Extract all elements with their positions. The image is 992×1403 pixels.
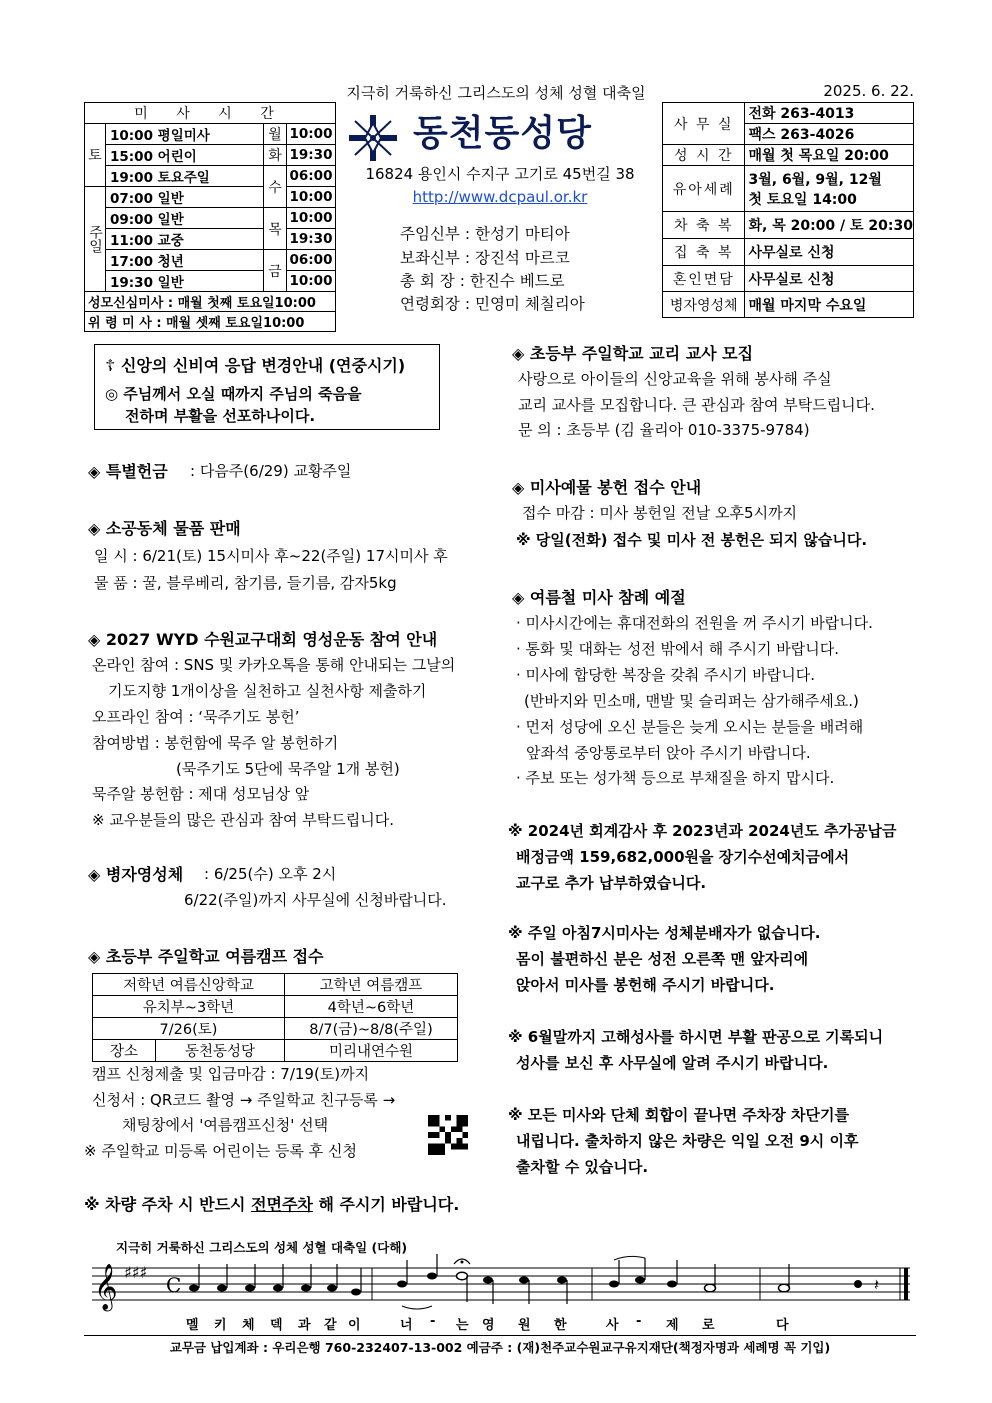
lyric-syllable: 로 (702, 1318, 715, 1333)
sick-communion-value: 매월 마지막 수요일 (745, 292, 914, 318)
sale-line: 일 시 : 6/21(토) 15시미사 후~22(주일) 17시미사 후 (94, 547, 448, 565)
teacher-line: 사랑으로 아이들의 신앙교육을 위해 봉사해 주실 (518, 370, 832, 388)
lyric-syllable: 사 (606, 1318, 619, 1333)
mass-item: 15:00 어린이 (106, 145, 264, 166)
footer-account: 교무금 납입계좌 : 우리은행 760-232407-13-002 예금주 : (재)천주교수원교구유지재단(책정자명과 세례명 꼭 기입) (169, 1340, 831, 1355)
camp-date-upper: 8/7(금)~8/8(주일) (285, 1018, 458, 1040)
teacher-title: ◈ 초등부 주일학교 교리 교사 모집 (512, 344, 754, 363)
pastor: 주임신부 : 한성기 마티아 (400, 225, 570, 243)
communion-line: 앉아서 미사를 봉헌해 주시기 바랍니다. (516, 976, 775, 994)
etiquette-line: · 미사시간에는 휴대전화의 전원을 꺼 주시기 바랍니다. (516, 614, 873, 632)
weekday-label: 수 (264, 166, 287, 208)
camp-line: 신청서 : QR코드 촬영 → 주일학교 친구등록 → (92, 1091, 396, 1109)
office-info-table (662, 102, 914, 318)
music-staff-icon (84, 1254, 916, 1314)
sale-line: 물 품 : 꿀, 블루베리, 참기름, 들기름, 감자5kg (94, 574, 397, 592)
wyd-title: ◈ 2027 WYD 수원교구대회 영성운동 참여 안내 (88, 630, 438, 649)
mass-item: 17:00 청년 (106, 250, 264, 271)
wyd-line: (묵주기도 5단에 묵주알 1개 봉헌) (176, 760, 400, 778)
chant-title: 지극히 거룩하신 그리스도의 성체 성혈 대축일 (다해) (116, 1240, 408, 1255)
etiquette-line: · 먼저 성당에 오신 분들은 늦게 오시는 분들을 배려해 (516, 718, 864, 736)
car-blessing-label: 차 축 복 (663, 212, 745, 239)
wyd-line: ※ 교우분들의 많은 관심과 참여 부탁드립니다. (92, 811, 394, 829)
special-offering-title: ◈ 특별헌금 (88, 462, 168, 481)
sunday-label: 주일 (85, 187, 106, 292)
weekday-time: 19:30 (287, 145, 336, 166)
parish-url-link[interactable]: http://www.dcpaul.or.kr (412, 188, 588, 206)
camp-place-upper: 미리내연수원 (285, 1040, 458, 1062)
gate-line: ※ 모든 미사와 단체 회합이 끝나면 주차장 차단기를 (508, 1106, 849, 1124)
office-label: 사 무 실 (663, 103, 745, 145)
weekday-label: 월 (264, 124, 287, 145)
etiquette-line: · 주보 또는 성가책 등으로 부채질을 하지 맙시다. (516, 769, 835, 787)
weekday-time: 06:00 (287, 250, 336, 271)
parking-notice: ※ 차량 주차 시 반드시 전면주차 해 주시기 바랍니다. (84, 1195, 460, 1214)
gate-line: 내립니다. 출차하지 않은 차량은 익일 오전 9시 이후 (516, 1132, 859, 1150)
holy-hour-value: 매월 첫 목요일 20:00 (745, 145, 914, 166)
baptism-time: 첫 토요일 14:00 (748, 191, 857, 208)
sick-communion-label: 병자영성체 (663, 292, 745, 318)
etiquette-line: · 통화 및 대화는 성전 밖에서 해 주시기 바랍니다. (516, 640, 839, 658)
lyric-syllable: - (636, 1314, 642, 1329)
camp-line: 캠프 신청제출 및 입금마감 : 7/19(토)까지 (92, 1065, 370, 1083)
car-blessing-value: 화, 목 20:00 / 토 20:30 (745, 212, 914, 239)
notice-line: ◎ 주님께서 오실 때까지 주님의 죽음을 (105, 385, 362, 403)
lyric-syllable: 한 (554, 1318, 567, 1333)
camp-header-upper: 고학년 여름캠프 (285, 974, 458, 996)
mass-item: 07:00 일반 (106, 187, 264, 208)
weekday-time: 10:00 (287, 208, 336, 229)
mass-item: 19:30 일반 (106, 271, 264, 292)
footer-divider (84, 1335, 916, 1336)
lyric-syllable: 원 (518, 1318, 531, 1333)
camp-line: 채팅창에서 '여름캠프신청' 선택 (122, 1116, 329, 1134)
notice-line: 전하며 부활을 선포하나이다. (125, 407, 316, 425)
mass-item: 10:00 평일미사 (106, 124, 264, 145)
etiquette-title: ◈ 여름철 미사 참례 예절 (512, 588, 686, 607)
etiquette-line: 앞좌석 중앙통로부터 앉아 주시기 바랍니다. (526, 744, 811, 762)
gate-line: 출차할 수 있습니다. (516, 1158, 649, 1176)
lyric-syllable: 너 (400, 1318, 413, 1333)
weekday-label: 목 (264, 208, 287, 250)
offering-line: ※ 당일(전화) 접수 및 미사 전 봉헌은 되지 않습니다. (516, 531, 868, 549)
special-offering-text: : 다음주(6/29) 교황주일 (190, 462, 352, 480)
audit-line: ※ 2024년 회계감사 후 2023년과 2024년도 추가공납금 (508, 822, 897, 840)
wyd-line: 오프라인 참여 : ‘묵주기도 봉헌’ (92, 708, 300, 726)
council-president: 총 회 장 : 한진수 베드로 (400, 272, 565, 290)
marriage-label: 혼인면담 (663, 266, 745, 292)
etiquette-line: (반바지와 민소매, 맨발 및 슬리퍼는 삼가해주세요.) (524, 692, 859, 710)
audit-line: 배정금액 159,682,000원을 장기수선예치금에서 (516, 848, 850, 866)
lyric-syllable: 영 (482, 1318, 495, 1333)
chant-score (84, 1236, 916, 1336)
camp-place-label: 장소 (93, 1040, 156, 1062)
svg-text:C: C (166, 1273, 182, 1297)
teacher-line: 문 의 : 초등부 (김 율리아 010-3375-9784) (518, 421, 810, 439)
mass-item: 11:00 교중 (106, 229, 264, 250)
weekday-label: 화 (264, 145, 287, 166)
sick-communion-line: 6/22(주일)까지 사무실에 신청바랍니다. (184, 891, 447, 909)
chant-lyrics (84, 1314, 916, 1334)
mass-schedule-table (84, 102, 336, 332)
lyric-syllable: 제 (666, 1318, 679, 1333)
communion-line: 몸이 불편하신 분은 성전 오른쪽 맨 앞자리에 (516, 950, 809, 968)
house-blessing-value: 사무실로 신청 (745, 239, 914, 266)
office-phone: 전화 263-4013 (745, 103, 914, 124)
camp-grade-lower: 유치부~3학년 (93, 996, 285, 1018)
assistant-priest: 보좌신부 : 장진석 마르코 (400, 249, 570, 267)
wyd-line: 참여방법 : 봉헌함에 묵주 알 봉헌하기 (92, 734, 339, 752)
lyric-syllable: 는 (456, 1318, 469, 1333)
offering-line: 접수 마감 : 미사 봉헌일 전날 오후5시까지 (522, 504, 798, 522)
qr-code-icon[interactable] (428, 1115, 468, 1155)
camp-header-lower: 저학년 여름신앙학교 (93, 974, 285, 996)
mass-item: 09:00 일반 (106, 208, 264, 229)
lyric-syllable: 덱 (270, 1318, 283, 1333)
weekday-time: 19:30 (287, 229, 336, 250)
lyric-syllable: 멜 (186, 1318, 199, 1333)
confession-line: ※ 6월말까지 고해성사를 하시면 부활 판공으로 기록되니 (508, 1028, 884, 1046)
holy-hour-label: 성 시 간 (663, 145, 745, 166)
office-fax: 팩스 263-4026 (745, 124, 914, 145)
svg-text:𝄞: 𝄞 (94, 1264, 118, 1310)
lyric-syllable: 같 (324, 1318, 337, 1333)
audit-line: 교구로 추가 납부하였습니다. (516, 874, 707, 892)
camp-title: ◈ 초등부 주일학교 여름캠프 접수 (88, 947, 324, 966)
weekday-time: 06:00 (287, 166, 336, 187)
notice-box (94, 344, 440, 430)
notice-title: ☦ 신앙의 신비여 응답 변경안내 (연중시기) (105, 356, 406, 375)
saturday-label: 토 (85, 124, 106, 187)
weekday-time: 10:00 (287, 271, 336, 292)
camp-table (92, 973, 458, 1062)
requiem-mass: 위 령 미 사 : 매월 셋째 토요일10:00 (85, 312, 336, 332)
offering-title: ◈ 미사예물 봉헌 접수 안내 (512, 478, 702, 497)
parish-name: 동천동성당 (413, 113, 592, 154)
weekday-time: 10:00 (287, 124, 336, 145)
house-blessing-label: 집 축 복 (663, 239, 745, 266)
wyd-line: 온라인 참여 : SNS 및 카카오톡을 통해 안내되는 그날의 (92, 656, 456, 674)
sick-communion-text: : 6/25(수) 오후 2시 (204, 865, 337, 883)
camp-line: ※ 주일학교 미등록 어린이는 등록 후 신청 (84, 1142, 358, 1160)
lyric-syllable: 체 (242, 1318, 255, 1333)
svg-text:♯♯♯: ♯♯♯ (124, 1263, 148, 1282)
lyric-syllable: 키 (214, 1318, 227, 1333)
wyd-line: 묵주알 봉헌함 : 제대 성모님상 앞 (92, 785, 310, 803)
funeral-leader: 연령회장 : 민영미 체칠리아 (400, 295, 585, 313)
mass-item: 19:00 토요주일 (106, 166, 264, 187)
lyric-syllable: 이 (348, 1318, 361, 1333)
marriage-value: 사무실로 신청 (745, 266, 914, 292)
camp-grade-upper: 4학년~6학년 (285, 996, 458, 1018)
lyric-syllable: 과 (298, 1318, 311, 1333)
parish-address: 16824 용인시 수지구 고기로 45번길 38 (365, 165, 635, 183)
communion-line: ※ 주일 아침7시미사는 성체분배자가 없습니다. (508, 924, 821, 942)
sale-title: ◈ 소공동체 물품 판매 (88, 519, 241, 538)
confession-line: 성사를 보신 후 사무실에 알려 주시기 바랍니다. (516, 1054, 829, 1072)
etiquette-line: · 미사에 합당한 복장을 갖춰 주시기 바랍니다. (516, 666, 815, 684)
camp-place-lower: 동천동성당 (156, 1040, 285, 1062)
baptism-label: 유아세례 (663, 166, 745, 212)
wyd-line: 기도지향 1개이상을 실천하고 실천사항 제출하기 (108, 682, 427, 700)
mass-table-title: 미 사 시 간 (85, 103, 336, 124)
weekday-time: 10:00 (287, 187, 336, 208)
lyric-syllable: 다 (776, 1318, 789, 1333)
svg-text:𝄽: 𝄽 (874, 1275, 879, 1294)
bulletin-date: 2025. 6. 22. (823, 82, 914, 100)
feast-title: 지극히 거룩하신 그리스도의 성체 성혈 대축일 (346, 84, 646, 102)
lyric-syllable: - (430, 1314, 436, 1329)
sick-communion-title: ◈ 병자영성체 (88, 865, 184, 884)
baptism-months: 3월, 6월, 9월, 12월 (748, 171, 882, 188)
camp-date-lower: 7/26(토) (93, 1018, 285, 1040)
cross-logo-icon (345, 113, 401, 163)
teacher-line: 교리 교사를 모집합니다. 큰 관심과 참여 부탁드립니다. (518, 396, 875, 414)
weekday-label: 금 (264, 250, 287, 292)
marian-mass: 성모신심미사 : 매월 첫째 토요일10:00 (85, 292, 336, 312)
